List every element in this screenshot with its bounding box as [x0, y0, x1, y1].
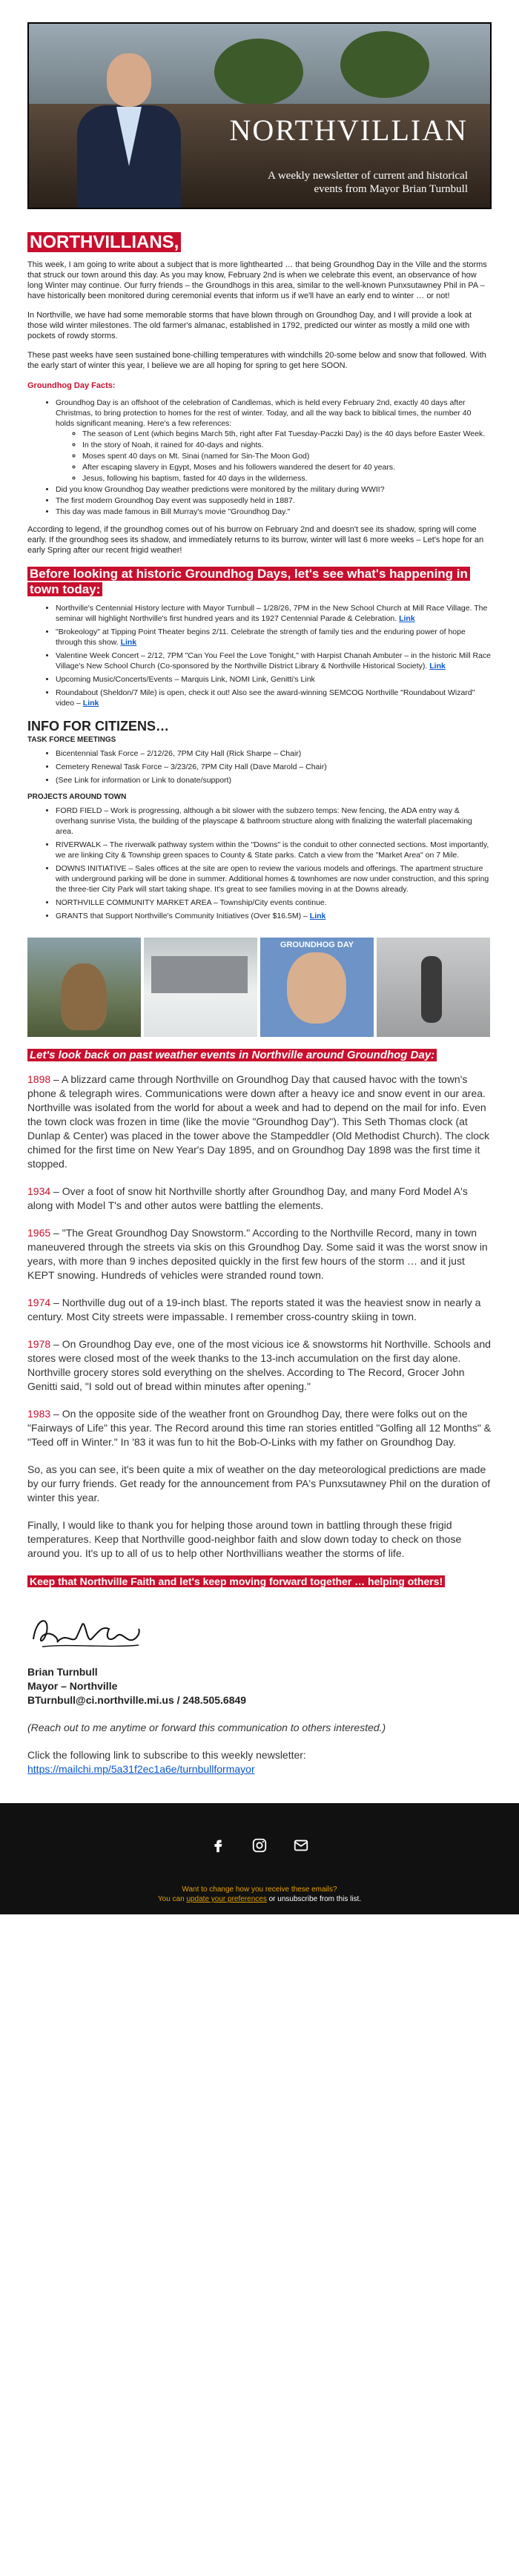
fact-item: • Did you know Groundhog Day weather predictions were monitored by the military during WWII?	[56, 484, 492, 495]
movie-poster-title: GROUNDHOG DAY	[280, 941, 354, 949]
email-icon[interactable]	[293, 1837, 309, 1854]
event-item: • Northville's Centennial History lecture with Mayor Turnbull – 1/28/26, 7PM in the New School Church at Mill Race Village. The seminar will highlight Northville's first hundred years and its 1927 Centennial Parade & Celebration. Link	[56, 603, 492, 624]
event-item: • "Brokeology" at Tipping Point Theater begins 2/11. Celebrate the strength of family ties and the enduring power of hope through this show. Link	[56, 627, 492, 648]
projects-title: PROJECTS AROUND TOWN	[27, 793, 127, 801]
event-item: • Upcoming Music/Concerts/Events – Marquis Link, NOMI Link, Genitti's Link	[56, 674, 492, 685]
fact-item: • The first modern Groundhog Day event was supposedly held in 1887.	[56, 495, 492, 506]
subscribe-text: Click the following link to subscribe to this weekly newsletter:	[27, 1749, 306, 1761]
project-item: • GRANTS that Support Northville's Community Initiatives (Over $16.5M) – Link	[56, 911, 492, 921]
unsubscribe-line-2: You can update your preferences or unsubscribe from this list.	[157, 1895, 362, 1903]
citizens-title: INFO FOR CITIZENS…	[27, 719, 169, 734]
weather-entry: 1983 – On the opposite side of the weather front on Groundhog Day, there were folks out on the "Fairways of Life" this year. The Record around this time ran stories entitled "Golfing all 12 Months" & "Teed off in Winter." In '83 it was fun to hit the Bob-O-Links with my father on Groundhog Day.	[27, 1408, 492, 1448]
intro-paragraph-1: This week, I am going to write about a subject that is more lighthearted … that being Groundhog Day in the Ville and the storms that struck our town around this day. As you may know, February 2nd is when we celebrate this event, an observance of how long Winter may continue. Our furry friends – the Groundhogs in this area, similar to the well-known Punxsutawney Phil in PA – have historically been monitored during ceremonial events that inform us if we'll have an early end to winter … or not!	[27, 260, 487, 300]
greeting-headline: NORTHVILLIANS,	[27, 232, 181, 252]
project-item: • FORD FIELD – Work is progressing, although a bit slower with the subzero temps: New fencing, the ADA entry way & overhang sunrise Vista, the building of the playscape & bathroom structure along with finalizing the waterfall placemaking area.	[56, 806, 492, 837]
signature-image	[27, 1610, 146, 1654]
task-item: • Bicentennial Task Force – 2/12/26, 7PM City Hall (Rick Sharpe – Chair)	[56, 748, 492, 759]
intro-paragraph-2: In Northville, we have had some memorable storms that have blown through on Groundhog Day, and I will provide a look at those wild winter milestones. The old farmer's almanac, established in 1792, predicted our winter as mostly a mild one with pockets of rowdy storms.	[27, 311, 472, 340]
unsubscribe-link[interactable]: unsubscribe from this list	[277, 1895, 360, 1903]
newsletter-title: NORTHVILLIAN	[229, 113, 468, 147]
mayor-photo	[73, 46, 185, 209]
footer	[0, 1803, 519, 1914]
groundhog-photo	[27, 938, 141, 1037]
event-item: • Valentine Week Concert – 2/12, 7PM "Can You Feel the Love Tonight," with Harpist Chanah Ambuter – in the historic Mill Race Village's New School Church (Co-sponsored by the Northville District Library & Northville Historical Society). Link	[56, 650, 492, 671]
signature-block	[27, 1665, 492, 1707]
task-force-title: TASK FORCE MEETINGS	[27, 736, 116, 744]
event-item: • Roundabout (Sheldon/7 Mile) is open, check it out! Also see the award-winning SEMCOG Northville "Roundabout Wizard" video – Link	[56, 688, 492, 708]
signer-contact: BTurnbull@ci.northville.mi.us / 248.505.6849	[27, 1694, 247, 1706]
signer-name: Brian Turnbull	[27, 1666, 98, 1678]
unsubscribe-line-1: Want to change how you receive these emails?	[182, 1885, 337, 1894]
weather-headline: Let's look back on past weather events in Northville around Groundhog Day:	[27, 1049, 437, 1061]
photo-strip	[27, 938, 492, 1037]
weather-entry: 1978 – On Groundhog Day eve, one of the most vicious ice & snowstorms hit Northville. Schools and stores were closed most of the week thanks to the 13-inch accumulation on the first day alone. Northville grocery stores sold everything on the shelves. According to The Record, Grocer John Genitti said, "I sold out of bread within minutes after opening."	[27, 1338, 491, 1392]
grants-link[interactable]: Link	[309, 912, 326, 920]
summary-paragraph: So, as you can see, it's been quite a mix of weather on the day meteorological predictions are made by our furry friends. Get ready for the announcement from PA's Punxsutawney Phil on the duration of winter this year.	[27, 1463, 491, 1503]
movie-poster-photo	[260, 938, 374, 1037]
newsletter-tagline: A weekly newsletter of current and historical events from Mayor Brian Turnbull	[268, 170, 468, 195]
project-item: • NORTHVILLE COMMUNITY MARKET AREA – Township/City events continue.	[56, 897, 492, 908]
unsubscribe-block	[0, 1885, 519, 1904]
fact-subitem: ◦ Jesus, following his baptism, fasted for 40 days in the wilderness.	[82, 473, 492, 484]
fact-item: • This day was made famous in Bill Murray's movie "Groundhog Day."	[56, 507, 492, 517]
header-banner	[27, 22, 492, 209]
event-link[interactable]: Link	[120, 638, 137, 647]
signer-role: Mayor – Northville	[27, 1680, 118, 1692]
instagram-icon[interactable]	[251, 1837, 268, 1854]
event-link[interactable]: Link	[399, 614, 415, 623]
subscribe-link[interactable]: https://mailchi.mp/5a31f2ec1a6e/turnbullformayor	[27, 1763, 255, 1775]
weather-entry: 1898 – A blizzard came through Northville on Groundhog Day that caused havoc with the town's phone & telegraph wires. Communications were down after a heavy ice and snow event in our area. Northville was isolated from the world for about a week and had to depend on the mail for info. Even the town clock was frozen in time (like the movie "Groundhog Day"). This Seth Thomas clock (at Dunlap & Center) was placed in the tower above the Stampeddler (Old Methodist Church). The clock chimed for the first time on New Year's Day 1895, and on Groundhog Day 1898 was the first time it stopped.	[27, 1073, 490, 1170]
events-list	[27, 603, 492, 708]
reach-out-note: (Reach out to me anytime or forward this communication to others interested.)	[27, 1722, 386, 1733]
events-headline: Before looking at historic Groundhog Days, let's see what's happening in town today:	[27, 567, 470, 596]
fact-item: • Groundhog Day is an offshoot of the celebration of Candlemas, which is held every February 2nd, exactly 40 days after Christmas, to bring protection to homes for the rest of winter. Today, and all the way back to biblical times, the number 40 holds significant meaning. Here's a few references: ◦ The season of Lent (which begins March 5th, right after Fat Tuesday-Paczki Day) is the 40 days before Easter Week. ◦ In the story of Noah, it rained for 40-days and nights. ◦ Moses spent 40 days on Mt. Sinai (named for Sin-The Moon God) ◦ After escaping slavery in Egypt, Moses and his followers wandered the desert for 40 years. ◦ Jesus, following his baptism, fasted for 40 days in the wilderness.	[56, 398, 492, 484]
newsletter	[0, 22, 519, 1914]
task-force-list	[27, 748, 492, 785]
event-link[interactable]: Link	[429, 662, 446, 671]
task-item: • (See Link for information or Link to donate/support)	[56, 775, 492, 785]
project-item: • DOWNS INITIATIVE – Sales offices at the site are open to review the various models and offerings. The apartment structure with underground parking will be done in summer. Additional homes & townhomes are now under construction, and this spring the three-tier City Park will start taking shape. It's great to see families moving in at the Downs already.	[56, 863, 492, 895]
fact-subitem: ◦ The season of Lent (which begins March 5th, right after Fat Tuesday-Paczki Day) is the 40 days before Easter Week.	[82, 429, 492, 439]
social-links	[0, 1837, 519, 1854]
update-preferences-link[interactable]: update your preferences	[186, 1895, 267, 1903]
snow-street-photo	[144, 938, 257, 1037]
task-item: • Cemetery Renewal Task Force – 3/23/26, 7PM City Hall (Dave Marold – Chair)	[56, 762, 492, 772]
projects-list	[27, 806, 492, 921]
weather-entry: 1965 – "The Great Groundhog Day Snowstorm." According to the Northville Record, many in town maneuvered through the streets via skis on this Groundhog Day. Some said it was the worst snow in years, with more than 9 inches deposited quickly in the first few hours of the storm … and it just KEPT snowing. Hundreds of vehicles were stranded round town.	[27, 1227, 488, 1281]
facebook-icon[interactable]	[210, 1837, 226, 1854]
weather-entry: 1974 – Northville dug out of a 19-inch blast. The reports stated it was the heaviest snow in nearly a century. Most City streets were impassable. I remember cross-country skiing in town.	[27, 1297, 481, 1322]
facts-title: Groundhog Day Facts:	[27, 381, 116, 390]
project-item: • RIVERWALK – The riverwalk pathway system within the "Downs" is the conduit to other connected sections. Most importantly, we are linking City & Township green spaces to County & State parks. Catch a view from the "Market Area" on 7 Mile.	[56, 840, 492, 860]
legend-paragraph: According to legend, if the groundhog comes out of his burrow on February 2nd and doesn't see its shadow, spring will come early. If the groundhog sees its shadow, and immediately returns to its burrow, winter will last 6 more weeks – Let's hope for an early Spring after our recent frigid weather!	[27, 525, 484, 555]
fact-subitem: ◦ After escaping slavery in Egypt, Moses and his followers wandered the desert for 40 years.	[82, 462, 492, 472]
closing-headline: Keep that Northville Faith and let's keep moving forward together … helping others!	[27, 1575, 445, 1587]
fact-subitem: ◦ In the story of Noah, it rained for 40-days and nights.	[82, 440, 492, 450]
event-link[interactable]: Link	[82, 699, 99, 708]
weather-entry: 1934 – Over a foot of snow hit Northville shortly after Groundhog Day, and many Ford Model A's along with Model T's and other autos were battling the elements.	[27, 1185, 468, 1211]
fact-subitem: ◦ Moses spent 40 days on Mt. Sinai (named for Sin-The Moon God)	[82, 451, 492, 461]
intro-paragraph-3: These past weeks have seen sustained bone-chilling temperatures with windchills 20-some below and snow that followed. With the early start of winter this year, I believe we are all hoping for spring to get here SOON.	[27, 351, 486, 370]
golfer-photo	[377, 938, 490, 1037]
finally-paragraph: Finally, I would like to thank you for helping those around town in battling through these frigid temperatures. Keep that Northville good-neighbor faith and slow down today to check on those around you. It's up to all of us to help other Northvillians weather the storms of life.	[27, 1519, 462, 1559]
facts-list	[27, 398, 492, 517]
